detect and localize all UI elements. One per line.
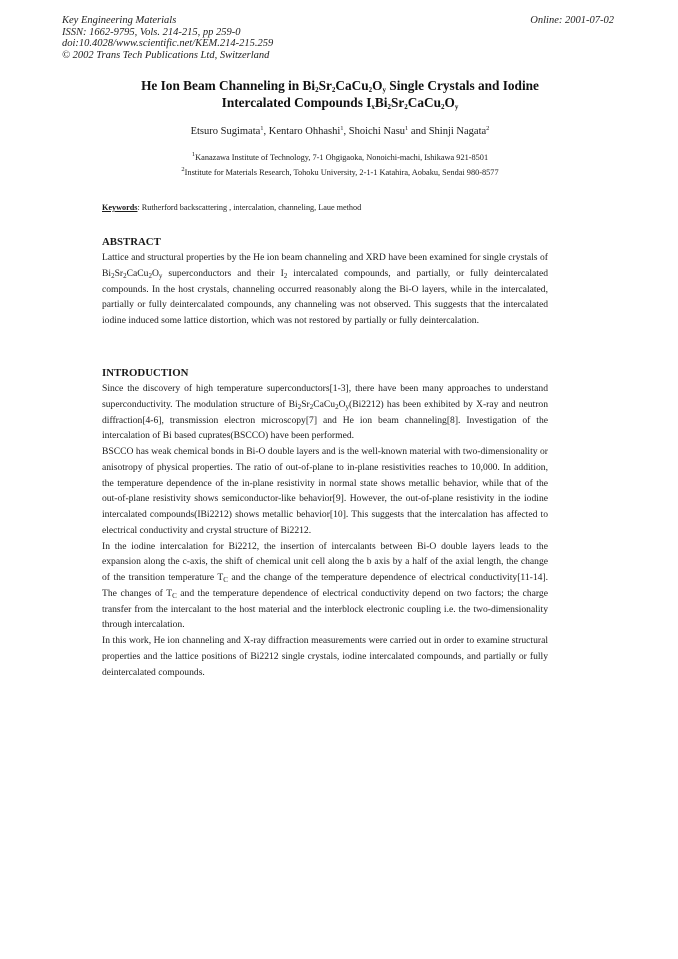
paper-title: [90, 77, 590, 111]
subscript: 2: [309, 402, 314, 411]
title-text: Sr: [390, 95, 405, 110]
title-subscript: 2: [387, 103, 391, 111]
text: In the iodine intercalation for Bi2212, the insertion of intercalants between Bi-O double layers leads to the expansion along the c-axis, the shift of chemical unit cell along the b axis by a half of the axial length, the change of the transition temperature T: [102, 540, 548, 583]
subscript: y: [345, 402, 350, 411]
title-text: CaCu: [335, 78, 369, 93]
text: and the temperature dependence of electrical conductivity depend on two factors; the charge transfer from the intercalant to the host material and the interblock electronic coupling i.e. the two-dimensionality through intercalation.: [102, 587, 548, 631]
title-text: Sr: [318, 78, 332, 93]
author-affil-mark: 1: [340, 125, 344, 132]
subscript: C: [223, 576, 228, 584]
intro-paragraph-1: [102, 381, 548, 444]
author-name: and Shinji Nagata: [408, 126, 487, 137]
title-text: Single Crystals and Iodine: [385, 78, 539, 93]
intro-paragraph-3: [102, 539, 548, 634]
subscript: C: [172, 591, 177, 600]
author-affil-mark: 2: [486, 125, 490, 132]
subscript: 2: [111, 271, 115, 280]
doi-line: doi:10.4028/www.scientific.net/KEM.214-215.259: [62, 38, 274, 50]
subscript: 2: [123, 271, 127, 280]
affiliation-text: Kanazawa Institute of Technology, 7-1 Ohgigaoka, Nonoichi-machi, Ishikawa 921-8501: [195, 153, 489, 162]
text: and the change of the temperature dependence of electrical conductivity[11-14]. The changes of T: [102, 572, 549, 599]
text: Lattice and structural properties by the He ion beam channeling and XRD have been examined for single crystals of Bi: [102, 252, 548, 279]
title-text: He Ion Beam Channeling in Bi: [141, 78, 316, 93]
affiliation-text: Institute for Materials Research, Tohoku University, 2-1-1 Katahira, Aobaku, Sendai 980-8577: [184, 168, 499, 177]
affiliation-mark: 1: [191, 151, 196, 158]
introduction-section: [102, 366, 548, 680]
keywords: [102, 203, 361, 212]
title-text: Intercalated Compounds I: [221, 95, 372, 110]
title-subscript: 2: [441, 103, 445, 111]
subscript: 2: [148, 271, 152, 280]
subscript: 2: [335, 402, 339, 411]
title-subscript: 2: [331, 86, 336, 94]
text: O: [338, 398, 346, 410]
title-subscript: y: [382, 86, 386, 94]
text: Sr: [114, 267, 124, 279]
text: CaCu: [126, 267, 149, 279]
author-affil-mark: 1: [405, 125, 409, 132]
title-subscript: 2: [315, 86, 319, 94]
title-subscript: x: [371, 103, 375, 111]
affiliation-1: [100, 153, 580, 162]
title-subscript: 2: [404, 103, 408, 111]
issn-line: ISSN: 1662-9795, Vols. 214-215, pp 259-0: [62, 26, 241, 38]
author-affil-mark: 1: [260, 125, 264, 132]
title-line-2: [90, 94, 590, 111]
text: superconductors and their I: [162, 267, 284, 279]
copyright-line: © 2002 Trans Tech Publications Ltd, Switzerland: [62, 49, 270, 61]
subscript: y: [158, 271, 163, 280]
author-name: Etsuro Sugimata: [190, 126, 261, 137]
keywords-text: : Rutherford backscattering , intercalation, channeling, Laue method: [137, 203, 362, 212]
abstract-paragraph: [102, 250, 548, 329]
affiliation-2: [100, 168, 580, 177]
keywords-label: Keywords: [102, 203, 138, 212]
text: intercalated compounds, and partially, or fully deintercalated compounds. In the host crystals, channeling occurred reasonably along the Bi-O layers, while in the intercalated, partially or fully deintercalated compounds, any channeling was not observed. This suggests that the intercalated iodine induced some lattice distortion, which was not restored by partially or fully deintercalation.: [102, 267, 548, 326]
journal-header: [62, 15, 273, 61]
title-line-1: [90, 77, 590, 94]
intro-paragraph-2: BSCCO has weak chemical bonds in Bi-O double layers and is the well-known material with two-dimensionality or anisotropy of physical properties. The ratio of out-of-plane to in-plane resistivities reaches to 10,000. In addition, the temperature dependence of the in-plane resistivity in normal state shows metallic behavior, while that of the out-of-plane resistivity shows semiconductor-like behavior[9]. However, the out-of-plane resistivity in the iodine intercalated compounds(IBi2212) shows metallic behavior[10]. This suggests that the intercalation has affected to electrical conductivity and crystal structure of Bi2212.: [102, 446, 548, 536]
title-text: CaCu: [407, 95, 442, 110]
subscript: 2: [283, 271, 288, 280]
text: (Bi2212) has been exhibited by X-ray and neutron diffraction[4-6], transmission electron microscopy[7] and He ion beam channeling[8]. Investigation of the intercalation of Bi based cuprates(BSCCO) have been performed.: [102, 398, 548, 442]
title-subscript: 2: [368, 86, 373, 94]
text: Sr: [301, 398, 310, 410]
text: O: [151, 267, 159, 279]
title-text: O: [372, 78, 383, 93]
introduction-heading: INTRODUCTION: [102, 367, 189, 379]
text: Since the discovery of high temperature superconductors[1-3], there have been many approaches to understand superconductivity. The modulation structure of Bi: [102, 383, 548, 410]
title-text: O: [444, 95, 455, 110]
online-date: Online: 2001-07-02: [530, 15, 614, 26]
intro-paragraph-4: In this work, He ion channeling and X-ray diffraction measurements were carried out in order to examine structural properties and the lattice positions of Bi2212 single crystals, iodine intercalated compounds, and partially or fully deintercalated compounds.: [102, 635, 548, 678]
author-name: , Kentaro Ohhashi: [263, 126, 341, 137]
text: CaCu: [313, 398, 336, 410]
subscript: 2: [297, 402, 302, 411]
title-text: Bi: [374, 95, 388, 110]
affiliation-mark: 2: [181, 166, 185, 173]
abstract-heading: ABSTRACT: [102, 236, 161, 248]
journal-name: Key Engineering Materials: [62, 15, 177, 26]
title-subscript: y: [454, 103, 459, 111]
author-name: , Shoichi Nasu: [343, 126, 406, 137]
abstract-section: [102, 235, 548, 329]
author-list: [100, 126, 580, 137]
